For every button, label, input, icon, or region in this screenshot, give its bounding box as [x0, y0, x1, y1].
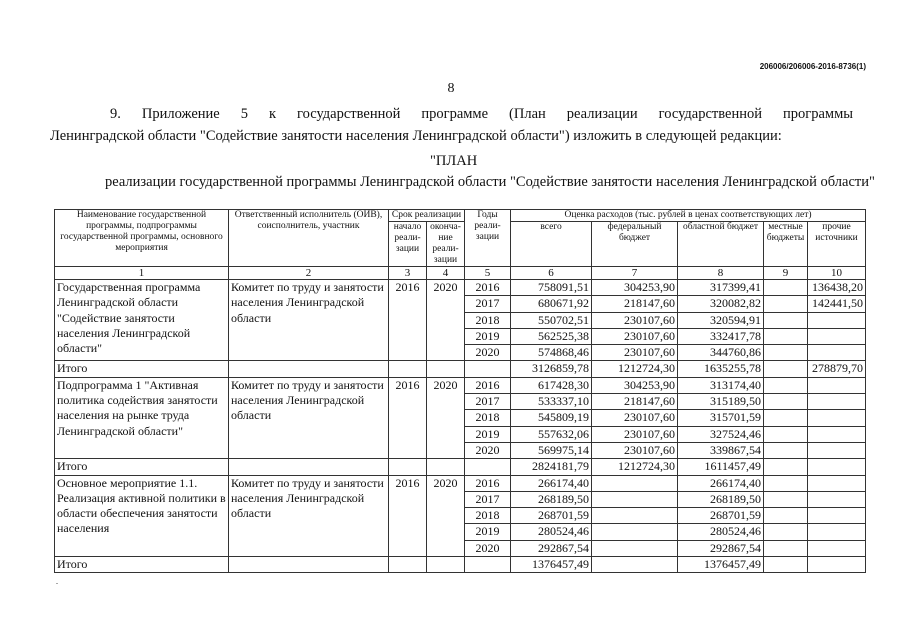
- document-id: 206006/206006-2016-8736(1): [759, 62, 866, 71]
- total-sum: 3126859,78: [511, 361, 592, 377]
- row-local: [764, 491, 808, 507]
- row-end: 2020: [427, 280, 465, 361]
- row-local: [764, 426, 808, 442]
- col-number: 2: [229, 267, 389, 280]
- row-name: Основное мероприятие 1.1. Реализация активной политики в области обеспечения занятости населения: [55, 475, 229, 556]
- row-other: [808, 491, 866, 507]
- table-row: [55, 280, 866, 296]
- header-years: Годы реали-зации: [465, 210, 511, 267]
- header-term-start: начало реали-зации: [389, 222, 427, 267]
- row-federal: [592, 491, 678, 507]
- row-local: [764, 312, 808, 328]
- row-regional: 320594,91: [678, 312, 764, 328]
- row-year: 2018: [465, 410, 511, 426]
- row-year: 2020: [465, 540, 511, 556]
- row-federal: 230107,60: [592, 410, 678, 426]
- plan-table: [54, 209, 866, 573]
- row-total: 680671,92: [511, 296, 592, 312]
- row-total: 280524,46: [511, 524, 592, 540]
- row-federal: [592, 524, 678, 540]
- total-federal: [592, 557, 678, 573]
- row-other: [808, 426, 866, 442]
- row-start: 2016: [389, 377, 427, 458]
- row-total: 557632,06: [511, 426, 592, 442]
- row-local: [764, 280, 808, 296]
- row-other: [808, 442, 866, 458]
- row-year: 2017: [465, 296, 511, 312]
- header-federal: федеральный бюджет: [592, 222, 678, 267]
- total-label: Итого: [55, 557, 229, 573]
- row-regional: 327524,46: [678, 426, 764, 442]
- row-year: 2019: [465, 426, 511, 442]
- row-total: 550702,51: [511, 312, 592, 328]
- row-year: 2016: [465, 377, 511, 393]
- empty-cell: [427, 361, 465, 377]
- total-label: Итого: [55, 459, 229, 475]
- table-row: [55, 377, 866, 393]
- total-local: [764, 361, 808, 377]
- row-end: 2020: [427, 475, 465, 556]
- row-other: [808, 377, 866, 393]
- header-term-end: оконча-ние реали-зации: [427, 222, 465, 267]
- row-total: 292867,54: [511, 540, 592, 556]
- row-other: [808, 345, 866, 361]
- total-sum: 2824181,79: [511, 459, 592, 475]
- row-federal: [592, 508, 678, 524]
- row-other: [808, 524, 866, 540]
- row-executor: Комитет по труду и занятости населения Ленинградской области: [229, 377, 389, 458]
- page-number: 8: [447, 81, 455, 96]
- row-federal: 230107,60: [592, 328, 678, 344]
- col-number: 5: [465, 267, 511, 280]
- row-total: 758091,51: [511, 280, 592, 296]
- row-executor: Комитет по труду и занятости населения Ленинградской области: [229, 475, 389, 556]
- total-row: [55, 361, 866, 377]
- empty-cell: [427, 557, 465, 573]
- row-total: 574868,46: [511, 345, 592, 361]
- header-executor: Ответственный исполнитель (ОИВ), соисполнитель, участник: [229, 210, 389, 267]
- col-number: 4: [427, 267, 465, 280]
- header-regional: областной бюджет: [678, 222, 764, 267]
- row-total: 268701,59: [511, 508, 592, 524]
- row-total: 617428,30: [511, 377, 592, 393]
- row-local: [764, 524, 808, 540]
- col-number: 6: [511, 267, 592, 280]
- amendment-paragraph: [50, 103, 853, 147]
- row-year: 2018: [465, 312, 511, 328]
- row-federal: [592, 475, 678, 491]
- row-regional: 320082,82: [678, 296, 764, 312]
- row-other: [808, 328, 866, 344]
- row-local: [764, 345, 808, 361]
- header-total: всего: [511, 222, 592, 267]
- row-federal: 218147,60: [592, 296, 678, 312]
- total-label: Итого: [55, 361, 229, 377]
- row-federal: 304253,90: [592, 280, 678, 296]
- row-year: 2018: [465, 508, 511, 524]
- row-federal: 230107,60: [592, 312, 678, 328]
- row-total: 545809,19: [511, 410, 592, 426]
- row-local: [764, 410, 808, 426]
- row-local: [764, 296, 808, 312]
- empty-cell: [389, 557, 427, 573]
- row-regional: 339867,54: [678, 442, 764, 458]
- row-total: 562525,38: [511, 328, 592, 344]
- row-regional: 317399,41: [678, 280, 764, 296]
- row-federal: 218147,60: [592, 394, 678, 410]
- row-local: [764, 394, 808, 410]
- table-row: [55, 475, 866, 491]
- col-number: 9: [764, 267, 808, 280]
- row-other: [808, 394, 866, 410]
- empty-cell: [465, 361, 511, 377]
- header-term: Срок реализации: [389, 210, 465, 222]
- row-total: 569975,14: [511, 442, 592, 458]
- row-total: 268189,50: [511, 491, 592, 507]
- col-number: 3: [389, 267, 427, 280]
- row-regional: 313174,40: [678, 377, 764, 393]
- total-local: [764, 557, 808, 573]
- row-federal: 230107,60: [592, 426, 678, 442]
- empty-cell: [229, 361, 389, 377]
- row-local: [764, 475, 808, 491]
- row-year: 2019: [465, 524, 511, 540]
- row-total: 533337,10: [511, 394, 592, 410]
- row-other: [808, 410, 866, 426]
- footer-mark: .: [56, 577, 58, 586]
- row-regional: 292867,54: [678, 540, 764, 556]
- row-regional: 332417,78: [678, 328, 764, 344]
- column-number-row: [55, 267, 866, 280]
- paragraph-line-1: 9. Приложение 5 к государственной программе (План реализации государственной программы: [110, 106, 853, 122]
- row-local: [764, 377, 808, 393]
- row-year: 2016: [465, 280, 511, 296]
- row-other: [808, 475, 866, 491]
- total-regional: 1635255,78: [678, 361, 764, 377]
- plan-title: "ПЛАН: [430, 153, 478, 169]
- row-year: 2017: [465, 394, 511, 410]
- empty-cell: [229, 557, 389, 573]
- row-name: Подпрограмма 1 "Активная политика содействия занятости населения на рынке труда Ленинградской области": [55, 377, 229, 458]
- row-start: 2016: [389, 280, 427, 361]
- row-year: 2020: [465, 442, 511, 458]
- row-federal: [592, 540, 678, 556]
- row-federal: 230107,60: [592, 345, 678, 361]
- total-other: 278879,70: [808, 361, 866, 377]
- row-regional: 280524,46: [678, 524, 764, 540]
- paragraph-line-2: Ленинградской области "Содействие занятости населения Ленинградской области") изложить в следующей редакции:: [50, 128, 782, 144]
- row-year: 2017: [465, 491, 511, 507]
- total-federal: 1212724,30: [592, 459, 678, 475]
- row-year: 2020: [465, 345, 511, 361]
- row-other: 142441,50: [808, 296, 866, 312]
- empty-cell: [465, 459, 511, 475]
- header-costs: Оценка расходов (тыс. рублей в ценах соответствующих лет): [511, 210, 866, 222]
- row-local: [764, 508, 808, 524]
- row-regional: 315701,59: [678, 410, 764, 426]
- row-regional: 315189,50: [678, 394, 764, 410]
- row-name: Государственная программа Ленинградской области "Содействие занятости населения Ленинградской области": [55, 280, 229, 361]
- col-number: 1: [55, 267, 229, 280]
- header-other: прочие источники: [808, 222, 866, 267]
- row-total: 266174,40: [511, 475, 592, 491]
- row-regional: 266174,40: [678, 475, 764, 491]
- empty-cell: [389, 361, 427, 377]
- row-regional: 268189,50: [678, 491, 764, 507]
- col-number: 8: [678, 267, 764, 280]
- total-federal: 1212724,30: [592, 361, 678, 377]
- empty-cell: [427, 459, 465, 475]
- col-number: 10: [808, 267, 866, 280]
- total-other: [808, 557, 866, 573]
- plan-table-body: [55, 280, 866, 573]
- empty-cell: [229, 459, 389, 475]
- row-other: 136438,20: [808, 280, 866, 296]
- total-sum: 1376457,49: [511, 557, 592, 573]
- total-regional: 1611457,49: [678, 459, 764, 475]
- total-row: [55, 459, 866, 475]
- row-local: [764, 328, 808, 344]
- row-regional: 344760,86: [678, 345, 764, 361]
- empty-cell: [465, 557, 511, 573]
- header-name: Наименование государственной программы, подпрограммы государственной программы, основного мероприятия: [55, 210, 229, 267]
- row-local: [764, 540, 808, 556]
- total-other: [808, 459, 866, 475]
- empty-cell: [389, 459, 427, 475]
- row-year: 2016: [465, 475, 511, 491]
- row-federal: 230107,60: [592, 442, 678, 458]
- total-local: [764, 459, 808, 475]
- plan-subtitle: реализации государственной программы Ленинградской области "Содействие занятости населения Ленинградской области": [105, 174, 875, 190]
- row-regional: 268701,59: [678, 508, 764, 524]
- row-local: [764, 442, 808, 458]
- row-other: [808, 508, 866, 524]
- col-number: 7: [592, 267, 678, 280]
- header-local: местные бюджеты: [764, 222, 808, 267]
- row-year: 2019: [465, 328, 511, 344]
- row-executor: Комитет по труду и занятости населения Ленинградской области: [229, 280, 389, 361]
- row-other: [808, 540, 866, 556]
- row-federal: 304253,90: [592, 377, 678, 393]
- row-start: 2016: [389, 475, 427, 556]
- total-row: [55, 557, 866, 573]
- row-other: [808, 312, 866, 328]
- total-regional: 1376457,49: [678, 557, 764, 573]
- row-end: 2020: [427, 377, 465, 458]
